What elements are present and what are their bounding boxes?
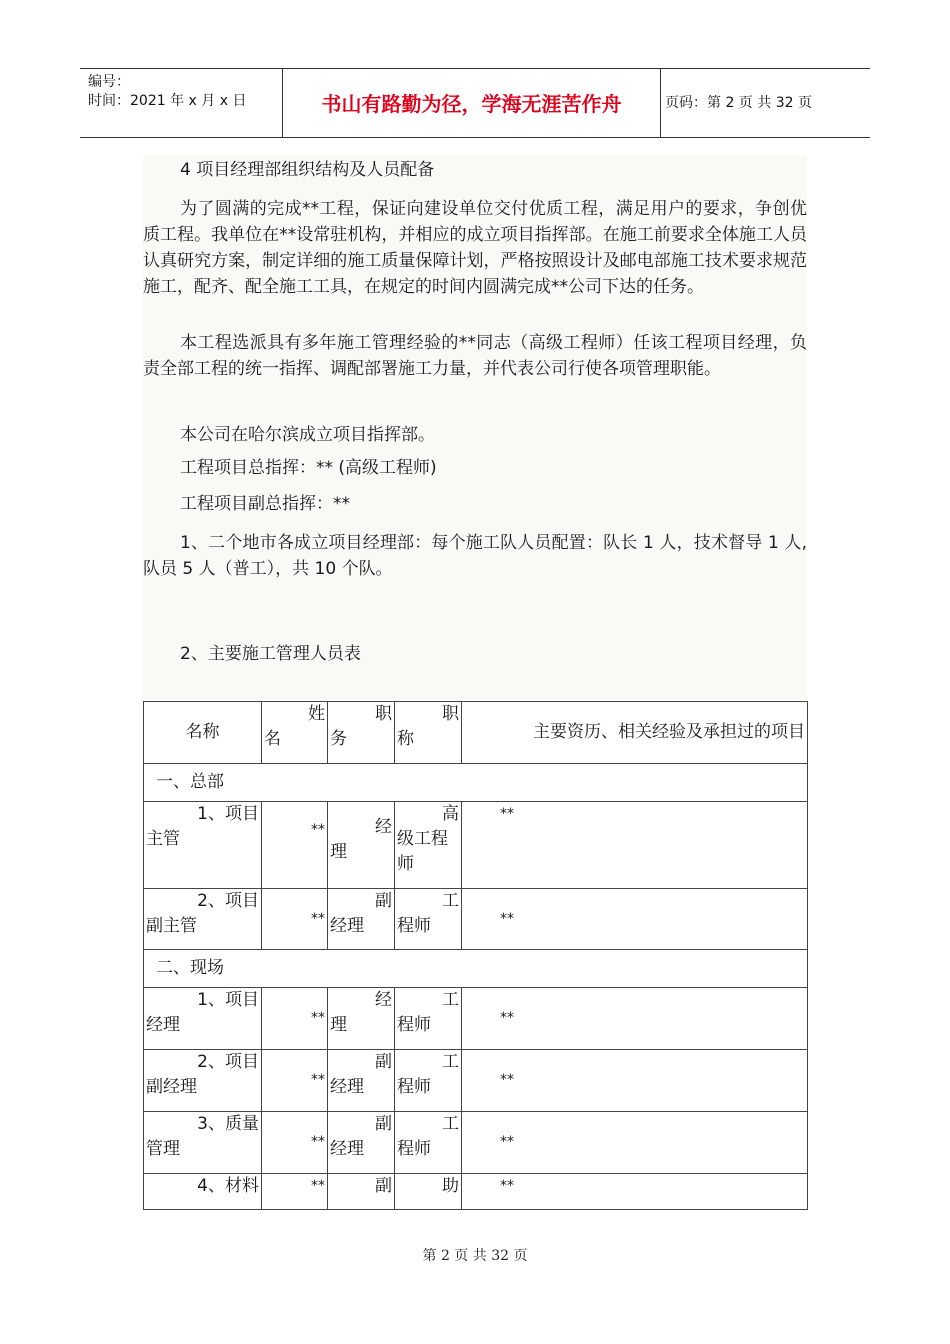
row-title-line1: 助 bbox=[442, 1176, 459, 1196]
row-person bbox=[262, 802, 328, 889]
row-experience bbox=[462, 1112, 808, 1174]
section-row-site bbox=[144, 950, 808, 988]
row-experience bbox=[462, 889, 808, 950]
row-duty bbox=[328, 1050, 395, 1112]
document-date: 时间：2021 年 x 月 x 日 bbox=[88, 93, 247, 109]
row-person-value: ** bbox=[311, 1178, 325, 1194]
row-person bbox=[262, 1174, 328, 1210]
header-duty bbox=[328, 702, 395, 764]
header-title bbox=[395, 702, 462, 764]
row-title bbox=[395, 1112, 462, 1174]
row-person-value: ** bbox=[311, 910, 325, 927]
page-header bbox=[80, 68, 870, 138]
header-person bbox=[262, 702, 328, 764]
row-name bbox=[144, 1112, 262, 1174]
row-duty-line2: 理 bbox=[330, 1015, 347, 1035]
row-title-line2: 程师 bbox=[397, 1015, 431, 1035]
row-person bbox=[262, 1050, 328, 1112]
header-experience: 主要资历、相关经验及承担过的项目 bbox=[462, 702, 808, 764]
row-name-line1: 3、质量 bbox=[197, 1114, 259, 1134]
paragraph-commander: 工程项目总指挥：** (高级工程师) bbox=[180, 458, 437, 478]
header-duty-line2: 务 bbox=[330, 729, 347, 749]
paragraph-vice-commander: 工程项目副总指挥：** bbox=[180, 494, 350, 514]
row-experience bbox=[462, 1050, 808, 1112]
row-duty-line1: 副 bbox=[375, 1114, 392, 1134]
table-row bbox=[144, 889, 808, 950]
section-row-hq bbox=[144, 764, 808, 802]
row-name bbox=[144, 889, 262, 950]
row-title bbox=[395, 1174, 462, 1210]
row-person-value: ** bbox=[311, 1010, 325, 1026]
row-name-line1: 2、项目 bbox=[197, 1052, 259, 1072]
row-title bbox=[395, 889, 462, 950]
header-title-line2: 称 bbox=[397, 729, 414, 749]
section-hq-label: 一、总部 bbox=[144, 764, 808, 802]
row-title-line3: 师 bbox=[397, 854, 414, 874]
paragraph-hq: 本公司在哈尔滨成立项目指挥部。 bbox=[180, 425, 435, 445]
row-duty bbox=[328, 988, 395, 1050]
row-person bbox=[262, 889, 328, 950]
paragraph-teams: 1、二个地市各成立项目经理部：每个施工队人员配置：队长 1 人，技术督导 1 人,队员 5 人（普工），共 10 个队。 bbox=[143, 533, 807, 579]
header-name: 名称 bbox=[144, 702, 262, 764]
row-name-line2: 副经理 bbox=[146, 1077, 197, 1097]
row-title bbox=[395, 988, 462, 1050]
row-experience-value: ** bbox=[500, 1134, 514, 1150]
table-row bbox=[144, 802, 808, 889]
row-name-line2: 主管 bbox=[146, 829, 180, 849]
page-footer: 第 2 页 共 32 页 bbox=[422, 1248, 528, 1264]
row-name-line1: 4、材料 bbox=[197, 1176, 259, 1196]
header-person-line2: 名 bbox=[264, 729, 281, 749]
row-duty-line1: 经 bbox=[375, 990, 392, 1010]
table-caption: 2、主要施工管理人员表 bbox=[180, 644, 361, 664]
document-number: 编号： bbox=[88, 74, 130, 90]
header-page-cell bbox=[661, 69, 870, 137]
row-duty bbox=[328, 1174, 395, 1210]
row-name bbox=[144, 802, 262, 889]
row-name-line1: 1、项目 bbox=[197, 804, 259, 824]
row-title-line2: 程师 bbox=[397, 1139, 431, 1159]
row-name-line1: 1、项目 bbox=[197, 990, 259, 1010]
paragraph-intro: 为了圆满的完成**工程，保证向建设单位交付优质工程，满足用户的要求，争创优质工程。我单位在**设常驻机构，并相应的成立项目指挥部。在施工前要求全体施工人员认真研究方案，制定详细的施工质量保障计划，严格按照设计及邮电部施工技术要求规范施工，配齐、配全施工工具，在规定的时间内圆满完成**公司下达的任务。 bbox=[143, 199, 807, 297]
row-name-line2: 经理 bbox=[146, 1015, 180, 1035]
row-duty bbox=[328, 802, 395, 889]
header-motto-cell bbox=[283, 69, 661, 137]
row-duty-line1: 副 bbox=[375, 891, 392, 911]
row-title-line1: 工 bbox=[442, 990, 459, 1010]
row-title-line2: 程师 bbox=[397, 916, 431, 936]
row-title-line1: 工 bbox=[442, 891, 459, 911]
row-title bbox=[395, 802, 462, 889]
row-experience bbox=[462, 988, 808, 1050]
row-person-value: ** bbox=[311, 1134, 325, 1150]
header-duty-line1: 职 bbox=[375, 704, 392, 724]
row-experience-value: ** bbox=[500, 1072, 514, 1088]
row-experience-value: ** bbox=[500, 910, 514, 927]
row-experience-value: ** bbox=[500, 806, 514, 822]
section-title: 4 项目经理部组织结构及人员配备 bbox=[180, 160, 435, 180]
row-experience-value: ** bbox=[500, 1010, 514, 1026]
row-duty-line2: 经理 bbox=[330, 1139, 364, 1159]
table-header-row bbox=[144, 702, 808, 764]
row-experience bbox=[462, 1174, 808, 1210]
row-name bbox=[144, 988, 262, 1050]
row-name-line2: 副主管 bbox=[146, 916, 197, 936]
section-site-label: 二、现场 bbox=[144, 950, 808, 988]
header-title-line1: 职 bbox=[442, 704, 459, 724]
row-duty-line2: 经理 bbox=[330, 916, 364, 936]
header-page-number: 页码：第 2 页 共 32 页 bbox=[665, 95, 812, 111]
row-name-line2: 管理 bbox=[146, 1139, 180, 1159]
row-duty bbox=[328, 889, 395, 950]
row-duty-line1: 副 bbox=[375, 1052, 392, 1072]
table-row bbox=[144, 1112, 808, 1174]
row-name bbox=[144, 1174, 262, 1210]
row-person bbox=[262, 988, 328, 1050]
row-person bbox=[262, 1112, 328, 1174]
row-duty-line1: 副 bbox=[375, 1176, 392, 1196]
table-row bbox=[144, 1050, 808, 1112]
row-duty bbox=[328, 1112, 395, 1174]
row-title-line1: 工 bbox=[442, 1114, 459, 1134]
paragraph-manager: 本工程选派具有多年施工管理经验的**同志（高级工程师）任该工程项目经理，负责全部工程的统一指挥、调配部署施工力量，并代表公司行使各项管理职能。 bbox=[143, 333, 807, 379]
row-experience bbox=[462, 802, 808, 889]
table-row bbox=[144, 1174, 808, 1210]
row-duty-line1: 经 bbox=[375, 817, 392, 837]
row-duty-line2: 理 bbox=[330, 842, 347, 862]
row-title-line1: 高 bbox=[442, 804, 459, 824]
row-name bbox=[144, 1050, 262, 1112]
row-person-value: ** bbox=[311, 822, 325, 838]
table-row bbox=[144, 988, 808, 1050]
row-person-value: ** bbox=[311, 1072, 325, 1088]
row-title bbox=[395, 1050, 462, 1112]
row-title-line2: 级工程 bbox=[397, 829, 448, 849]
staff-table bbox=[143, 701, 808, 1210]
header-meta-cell bbox=[80, 69, 283, 137]
row-duty-line2: 经理 bbox=[330, 1077, 364, 1097]
row-title-line1: 工 bbox=[442, 1052, 459, 1072]
motto: 书山有路勤为径，学海无涯苦作舟 bbox=[321, 92, 622, 116]
row-experience-value: ** bbox=[500, 1178, 514, 1194]
row-name-line1: 2、项目 bbox=[197, 891, 259, 911]
header-person-line1: 姓 bbox=[308, 704, 325, 724]
row-title-line2: 程师 bbox=[397, 1077, 431, 1097]
